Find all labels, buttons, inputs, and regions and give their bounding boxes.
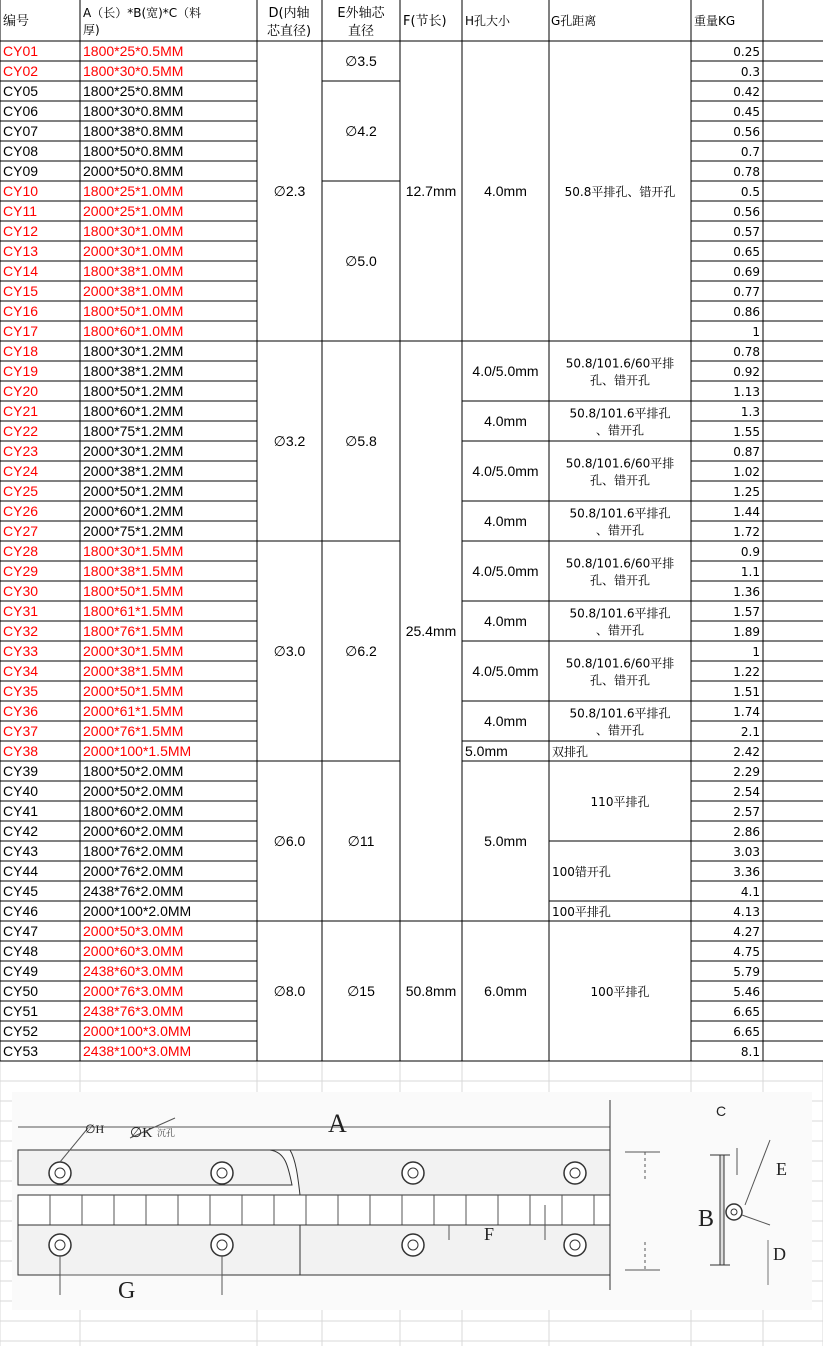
cell-code: CY51 <box>3 1003 39 1019</box>
cell-size: 2000*100*2.0MM <box>83 903 192 919</box>
cell-weight: 0.86 <box>733 305 760 319</box>
cell-weight: 1.36 <box>733 585 760 599</box>
cell-weight: 3.03 <box>733 845 760 859</box>
merged-cell-g: 50.8/101.6平排孔 <box>569 406 671 421</box>
merged-cell-g: 50.8/101.6/60平排 <box>565 656 675 671</box>
cell-code: CY40 <box>3 783 39 799</box>
cell-size: 2000*38*1.2MM <box>83 463 184 479</box>
cell-code: CY11 <box>3 203 37 219</box>
cell-size: 1800*30*1.0MM <box>83 223 184 239</box>
cell-weight: 2.54 <box>733 785 760 799</box>
hinge-leaf-bottom <box>18 1225 610 1275</box>
cell-size: 1800*30*0.8MM <box>83 103 184 119</box>
cell-code: CY53 <box>3 1043 39 1059</box>
cell-code: CY19 <box>3 363 39 379</box>
cell-size: 1800*50*2.0MM <box>83 763 184 779</box>
cell-weight: 6.65 <box>733 1005 760 1019</box>
cell-size: 2000*76*1.5MM <box>83 723 184 739</box>
cell-size: 1800*60*2.0MM <box>83 803 184 819</box>
cell-size: 2000*75*1.2MM <box>83 523 184 539</box>
cell-size: 2000*60*2.0MM <box>83 823 184 839</box>
cell-code: CY50 <box>3 983 39 999</box>
merged-cell-e: ∅4.2 <box>345 123 377 139</box>
cell-weight: 0.92 <box>733 365 760 379</box>
merged-cell-g: 50.8/101.6/60平排 <box>565 556 675 571</box>
cell-code: CY39 <box>3 763 39 779</box>
hinge-knuckle <box>18 1195 610 1225</box>
cell-weight: 1.1 <box>740 565 760 579</box>
merged-cell-h: 4.0mm <box>484 183 527 199</box>
cell-size: 2000*25*1.0MM <box>83 203 184 219</box>
merged-cell-h: 4.0/5.0mm <box>472 563 539 579</box>
merged-cell-h: 6.0mm <box>484 983 527 999</box>
cell-size: 2000*100*1.5MM <box>83 743 192 759</box>
merged-cell-h: 4.0/5.0mm <box>472 363 539 379</box>
merged-cell-g: 孔、错开孔 <box>589 573 651 588</box>
cell-size: 2000*30*1.0MM <box>83 243 184 259</box>
cell-size: 1800*30*0.5MM <box>83 63 184 79</box>
cell-weight: 0.56 <box>733 205 760 219</box>
cell-weight: 0.7 <box>740 145 760 159</box>
cell-code: CY43 <box>3 843 39 859</box>
cell-code: CY13 <box>3 243 39 259</box>
cell-weight: 0.65 <box>733 245 760 259</box>
table-header <box>3 5 735 39</box>
cell-code: CY02 <box>3 63 39 79</box>
cell-weight: 1.51 <box>733 685 760 699</box>
cell-weight: 1.13 <box>733 385 760 399</box>
header-size-line2: 厚) <box>83 23 100 37</box>
cell-code: CY16 <box>3 303 39 319</box>
cell-code: CY33 <box>3 643 39 659</box>
cell-code: CY05 <box>3 83 39 99</box>
cell-code: CY25 <box>3 483 39 499</box>
cell-weight: 8.1 <box>740 1045 760 1059</box>
hole-bottom-4 <box>564 1234 586 1256</box>
cell-size: 1800*61*1.5MM <box>83 603 184 619</box>
merged-cell-g: 50.8/101.6/60平排 <box>565 356 675 371</box>
cell-code: CY21 <box>3 403 39 419</box>
merged-cell-e: ∅5.0 <box>345 253 377 269</box>
cell-weight: 2.1 <box>740 725 760 739</box>
cell-weight: 1.74 <box>733 705 760 719</box>
cell-code: CY28 <box>3 543 39 559</box>
cell-size: 2000*30*1.5MM <box>83 643 184 659</box>
cell-size: 1800*50*1.5MM <box>83 583 184 599</box>
cell-size: 2000*38*1.0MM <box>83 283 184 299</box>
cell-code: CY23 <box>3 443 39 459</box>
cell-weight: 0.57 <box>733 225 760 239</box>
cell-code: CY27 <box>3 523 39 539</box>
merged-cell-h: 4.0mm <box>484 713 527 729</box>
cell-size: 1800*50*0.8MM <box>83 143 184 159</box>
cell-code: CY37 <box>3 723 39 739</box>
cell-code: CY15 <box>3 283 39 299</box>
merged-cell-g: 100平排孔 <box>590 985 650 999</box>
cell-weight: 0.9 <box>740 545 760 559</box>
cell-size: 1800*60*1.0MM <box>83 323 184 339</box>
cell-code: CY31 <box>3 603 39 619</box>
cell-code: CY17 <box>3 323 39 339</box>
cell-weight: 0.25 <box>733 45 760 59</box>
merged-cell-d: ∅3.2 <box>273 433 306 449</box>
merged-cell-g: 50.8/101.6/60平排 <box>565 456 675 471</box>
cell-size: 1800*76*1.5MM <box>83 623 184 639</box>
cell-size: 1800*50*1.2MM <box>83 383 184 399</box>
label-e: E <box>776 1159 787 1179</box>
cell-weight: 1.02 <box>733 465 760 479</box>
cell-weight: 0.56 <box>733 125 760 139</box>
cell-size: 2000*60*1.2MM <box>83 503 184 519</box>
cell-weight: 5.46 <box>733 985 760 999</box>
cell-size: 2000*50*1.5MM <box>83 683 184 699</box>
cell-code: CY09 <box>3 163 39 179</box>
header-d-line1: D(内轴 <box>268 6 310 21</box>
merged-cell-g: 、错开孔 <box>595 623 645 638</box>
cell-weight: 4.75 <box>733 945 760 959</box>
cell-weight: 4.27 <box>733 925 760 939</box>
merged-cell-g: 、错开孔 <box>595 523 645 538</box>
label-a: A <box>328 1109 347 1138</box>
cell-code: CY24 <box>3 463 39 479</box>
cell-weight: 2.29 <box>733 765 760 779</box>
cell-code: CY01 <box>3 43 39 59</box>
cell-size: 1800*38*0.8MM <box>83 123 184 139</box>
merged-cell-g: 孔、错开孔 <box>589 473 651 488</box>
cell-size: 1800*25*0.5MM <box>83 43 184 59</box>
cell-weight: 2.42 <box>733 745 760 759</box>
hole-bottom-2 <box>211 1234 233 1256</box>
hinge-leaf-top-right <box>290 1150 610 1195</box>
cell-code: CY47 <box>3 923 39 939</box>
merged-cell-e: ∅11 <box>347 833 375 849</box>
cell-size: 2438*100*3.0MM <box>83 1043 192 1059</box>
cell-size: 1800*25*1.0MM <box>83 183 184 199</box>
cell-size: 1800*38*1.5MM <box>83 563 184 579</box>
cell-size: 2000*61*1.5MM <box>83 703 184 719</box>
cell-size: 2000*38*1.5MM <box>83 663 184 679</box>
cell-size: 2438*76*3.0MM <box>83 1003 184 1019</box>
label-b: B <box>698 1206 715 1232</box>
merged-cell-g: 100平排孔 <box>552 905 611 919</box>
merged-cell-e: ∅3.5 <box>345 53 377 69</box>
cell-code: CY29 <box>3 563 39 579</box>
merged-cell-g: 50.8/101.6平排孔 <box>569 506 671 521</box>
hole-bottom-3 <box>402 1234 424 1256</box>
side-view-knuckle <box>726 1204 742 1220</box>
merged-cell-h: 4.0mm <box>484 613 527 629</box>
merged-cell-g: 110平排孔 <box>590 795 650 809</box>
cell-size: 2000*30*1.2MM <box>83 443 184 459</box>
merged-cell-d: ∅8.0 <box>273 983 306 999</box>
cell-size: 1800*60*1.2MM <box>83 403 184 419</box>
hole-bottom-1 <box>49 1234 71 1256</box>
cell-weight: 4.1 <box>740 885 760 899</box>
cell-size: 2000*100*3.0MM <box>83 1023 192 1039</box>
cell-weight: 2.86 <box>733 825 760 839</box>
merged-cell-g: 孔、错开孔 <box>589 373 651 388</box>
merged-cell-h: 4.0mm <box>484 513 527 529</box>
cell-weight: 1.72 <box>733 525 760 539</box>
cell-size: 1800*50*1.0MM <box>83 303 184 319</box>
cell-weight: 3.36 <box>733 865 760 879</box>
cell-code: CY26 <box>3 503 39 519</box>
cell-code: CY38 <box>3 743 39 759</box>
cell-code: CY10 <box>3 183 39 199</box>
cell-size: 2000*50*3.0MM <box>83 923 184 939</box>
cell-size: 2000*50*0.8MM <box>83 163 184 179</box>
cell-weight: 0.69 <box>733 265 760 279</box>
cell-code: CY41 <box>3 803 39 819</box>
header-h: H孔大小 <box>465 14 511 28</box>
cell-code: CY36 <box>3 703 39 719</box>
label-h: ∅H <box>85 1122 105 1136</box>
cell-size: 2000*50*2.0MM <box>83 783 184 799</box>
cell-weight: 1.89 <box>733 625 760 639</box>
cell-weight: 1.3 <box>740 405 760 419</box>
cell-code: CY14 <box>3 263 39 279</box>
cell-weight: 0.45 <box>733 105 760 119</box>
cell-weight: 1.55 <box>733 425 760 439</box>
cell-weight: 1.57 <box>733 605 760 619</box>
cell-weight: 5.79 <box>733 965 760 979</box>
cell-weight: 0.5 <box>740 185 760 199</box>
cell-size: 1800*30*1.2MM <box>83 343 184 359</box>
merged-cell-f: 50.8mm <box>405 983 457 999</box>
cell-code: CY06 <box>3 103 39 119</box>
header-code: 编号 <box>3 14 30 29</box>
cell-weight: 0.78 <box>733 165 760 179</box>
cell-code: CY32 <box>3 623 39 639</box>
cell-size: 2000*50*1.2MM <box>83 483 184 499</box>
label-g: G <box>118 1278 136 1304</box>
cell-code: CY35 <box>3 683 39 699</box>
merged-cell-g: 双排孔 <box>552 745 589 759</box>
cell-weight: 1 <box>752 645 760 659</box>
cell-code: CY34 <box>3 663 39 679</box>
merged-cell-d: ∅2.3 <box>273 183 306 199</box>
cell-code: CY18 <box>3 343 39 359</box>
cell-code: CY44 <box>3 863 39 879</box>
cell-code: CY52 <box>3 1023 39 1039</box>
merged-cell-e: ∅15 <box>347 983 375 999</box>
cell-weight: 0.77 <box>733 285 760 299</box>
cell-weight: 1.25 <box>733 485 760 499</box>
cell-size: 2000*60*3.0MM <box>83 943 184 959</box>
header-f: F(节长) <box>403 14 447 29</box>
header-size-line1: A（长）*B(宽)*C（料 <box>83 6 202 20</box>
cell-code: CY22 <box>3 423 39 439</box>
label-f: F <box>484 1224 495 1244</box>
cell-code: CY45 <box>3 883 39 899</box>
cell-weight: 1.22 <box>733 665 760 679</box>
merged-cell-e: ∅6.2 <box>345 643 377 659</box>
label-c: C <box>716 1103 727 1119</box>
cell-weight: 6.65 <box>733 1025 760 1039</box>
hole-top-2 <box>211 1162 233 1184</box>
merged-cell-g: 、错开孔 <box>595 423 645 438</box>
merged-cell-g: 100错开孔 <box>552 865 611 879</box>
header-weight: 重量KG <box>694 14 736 28</box>
cell-size: 1800*38*1.2MM <box>83 363 184 379</box>
merged-cell-d: ∅6.0 <box>273 833 306 849</box>
cell-size: 1800*76*2.0MM <box>83 843 184 859</box>
merged-cell-e: ∅5.8 <box>345 433 377 449</box>
cell-code: CY30 <box>3 583 39 599</box>
side-view-leaf <box>720 1155 724 1265</box>
merged-cell-h: 5.0mm <box>465 743 508 759</box>
merged-cell-d: ∅3.0 <box>273 643 306 659</box>
merged-cell-g: 50.8/101.6平排孔 <box>569 606 671 621</box>
cell-size: 2438*60*3.0MM <box>83 963 184 979</box>
merged-cell-h: 4.0/5.0mm <box>472 463 539 479</box>
cell-size: 1800*38*1.0MM <box>83 263 184 279</box>
cell-code: CY12 <box>3 223 39 239</box>
cell-code: CY46 <box>3 903 39 919</box>
cell-weight: 0.87 <box>733 445 760 459</box>
cell-code: CY42 <box>3 823 39 839</box>
merged-cell-g: 50.8平排孔、错开孔 <box>564 185 676 199</box>
label-d: D <box>773 1244 786 1264</box>
label-k-note: 沉孔 <box>157 1128 176 1138</box>
cell-weight: 0.42 <box>733 85 760 99</box>
cell-code: CY07 <box>3 123 39 139</box>
header-g: G孔距离 <box>551 14 597 28</box>
cell-code: CY20 <box>3 383 39 399</box>
cell-code: CY49 <box>3 963 39 979</box>
merged-cell-f: 25.4mm <box>405 623 457 639</box>
header-e-line1: E外轴芯 <box>337 6 385 21</box>
cell-weight: 0.78 <box>733 345 760 359</box>
merged-cell-f: 12.7mm <box>405 183 457 199</box>
header-d-line2: 芯直径) <box>266 24 312 39</box>
label-k: ∅K <box>130 1126 153 1141</box>
cell-weight: 4.13 <box>733 905 760 919</box>
cell-size: 1800*30*1.5MM <box>83 543 184 559</box>
hole-top-3 <box>402 1162 424 1184</box>
cell-size: 2438*76*2.0MM <box>83 883 184 899</box>
cell-weight: 2.57 <box>733 805 760 819</box>
hole-top-4 <box>564 1162 586 1184</box>
cell-size: 2000*76*3.0MM <box>83 983 184 999</box>
cell-size: 2000*76*2.0MM <box>83 863 184 879</box>
merged-cell-h: 5.0mm <box>484 833 527 849</box>
cell-weight: 0.3 <box>740 65 760 79</box>
cell-weight: 1.44 <box>733 505 760 519</box>
cell-code: CY48 <box>3 943 39 959</box>
cell-weight: 1 <box>752 325 760 339</box>
hinge-diagram <box>12 1092 812 1310</box>
cell-size: 1800*25*0.8MM <box>83 83 184 99</box>
header-e-line2: 直径 <box>347 24 375 39</box>
cell-code: CY08 <box>3 143 39 159</box>
merged-cell-h: 4.0/5.0mm <box>472 663 539 679</box>
merged-cell-g: 孔、错开孔 <box>589 673 651 688</box>
hole-top-1 <box>49 1162 71 1184</box>
merged-cell-h: 4.0mm <box>484 413 527 429</box>
table-body <box>3 43 760 1059</box>
merged-cell-g: 、错开孔 <box>595 723 645 738</box>
cell-size: 1800*75*1.2MM <box>83 423 184 439</box>
merged-cell-g: 50.8/101.6平排孔 <box>569 706 671 721</box>
